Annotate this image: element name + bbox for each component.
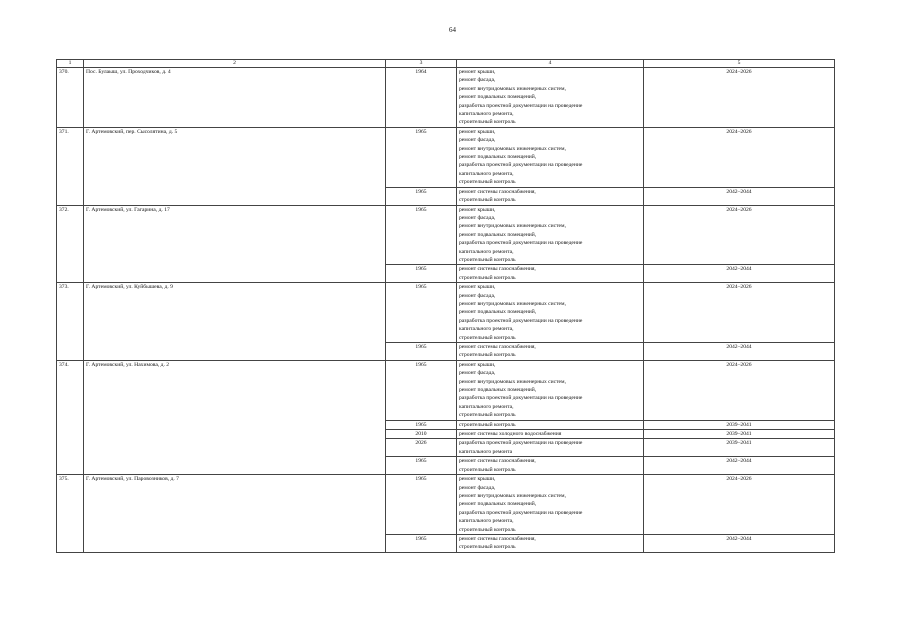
repair-period: 2024–2026 xyxy=(644,360,835,420)
repair-period: 2024–2026 xyxy=(644,205,835,265)
repair-period: 2042–2044 xyxy=(644,534,835,552)
work-item: строительный контроль xyxy=(459,179,516,186)
work-item: строительный контроль xyxy=(459,197,516,204)
header-cell: 1 xyxy=(57,60,84,68)
build-year: 1965 xyxy=(386,457,457,475)
works-list xyxy=(457,420,644,429)
work-item: разработка проектной документации на проведение xyxy=(459,102,583,109)
build-year: 1965 xyxy=(386,420,457,429)
work-item: разработка проектной документации на проведение xyxy=(459,395,583,402)
repair-period: 2042–2044 xyxy=(644,343,835,361)
entry-address: Г. Артемовский, ул. Гагарина, д. 17 xyxy=(84,205,386,283)
build-year: 2026 xyxy=(386,439,457,457)
work-item: ремонт внутридомовых инженерных систем, xyxy=(459,223,566,230)
work-item: ремонт системы газоснабжения, xyxy=(459,458,536,465)
work-item: капитального ремонта, xyxy=(459,111,514,118)
work-item: ремонт фасада, xyxy=(459,77,496,84)
repair-period: 2024–2026 xyxy=(644,283,835,343)
work-item: ремонт крыши, xyxy=(459,361,496,368)
work-item: ремонт фасада, xyxy=(459,292,496,299)
work-item: разработка проектной документации на проведение xyxy=(459,440,583,447)
work-item: разработка проектной документации на проведение xyxy=(459,240,583,247)
repair-period: 2024–2026 xyxy=(644,475,835,535)
work-item: ремонт системы газоснабжения, xyxy=(459,535,536,542)
work-item: капитального ремонта, xyxy=(459,326,514,333)
work-item: капитального ремонта, xyxy=(459,248,514,255)
entry-address: Пос. Булаыш, ул. Проходчиков, д. 4 xyxy=(84,68,386,128)
repair-period: 2039–2041 xyxy=(644,430,835,439)
work-item: ремонт крыши, xyxy=(459,206,496,213)
work-item: капитального ремонта, xyxy=(459,170,514,177)
works-list xyxy=(457,457,644,475)
work-item: разработка проектной документации на проведение xyxy=(459,162,583,169)
entry-address: Г. Артемовский, ул. Нахимова, д. 2 xyxy=(84,360,386,474)
repair-period: 2042–2044 xyxy=(644,187,835,205)
work-item: капитального ремонта, xyxy=(459,403,514,410)
entry-number: 372. xyxy=(57,205,84,283)
work-item: ремонт крыши, xyxy=(459,476,496,483)
table-row xyxy=(57,127,835,187)
repair-period: 2039–2041 xyxy=(644,420,835,429)
entry-address: Г. Артемовский, ул. Паровозников, д. 7 xyxy=(84,475,386,553)
works-list xyxy=(457,265,644,283)
build-year: 1965 xyxy=(386,205,457,265)
works-list xyxy=(457,475,644,535)
work-item: ремонт подвальных помещений, xyxy=(459,231,537,238)
repair-period: 2042–2044 xyxy=(644,265,835,283)
header-cell: 3 xyxy=(386,60,457,68)
work-item: капитального ремонта xyxy=(459,448,513,455)
works-list xyxy=(457,127,644,187)
work-item: ремонт подвальных помещений, xyxy=(459,309,537,316)
work-item: ремонт внутридомовых инженерных систем, xyxy=(459,145,566,152)
table-row xyxy=(57,68,835,128)
header-cell: 5 xyxy=(644,60,835,68)
work-item: разработка проектной документации на проведение xyxy=(459,509,583,516)
build-year: 1964 xyxy=(386,68,457,128)
work-item: ремонт внутридомовых инженерных систем, xyxy=(459,378,566,385)
table-header-row xyxy=(57,60,835,68)
work-item: ремонт подвальных помещений, xyxy=(459,94,537,101)
work-item: строительный контроль xyxy=(459,334,516,341)
work-item: ремонт фасада, xyxy=(459,214,496,221)
build-year: 1965 xyxy=(386,265,457,283)
work-item: строительный контроль xyxy=(459,466,516,473)
entry-number: 374. xyxy=(57,360,84,474)
entry-address: Г. Артемовский, ул. Куйбышева, д. 9 xyxy=(84,283,386,361)
entry-number: 373. xyxy=(57,283,84,361)
work-item: ремонт подвальных помещений, xyxy=(459,154,537,161)
work-item: ремонт системы газоснабжения, xyxy=(459,188,536,195)
work-item: строительный контроль xyxy=(459,119,516,126)
works-list xyxy=(457,430,644,439)
work-item: ремонт крыши, xyxy=(459,284,496,291)
works-list xyxy=(457,187,644,205)
work-item: ремонт крыши, xyxy=(459,128,496,135)
build-year: 1965 xyxy=(386,187,457,205)
work-item: строительный контроль xyxy=(459,412,516,419)
repair-period: 2024–2026 xyxy=(644,127,835,187)
work-item: ремонт фасада, xyxy=(459,370,496,377)
build-year: 1965 xyxy=(386,127,457,187)
header-cell: 4 xyxy=(457,60,644,68)
work-item: строительный контроль xyxy=(459,544,516,551)
work-item: разработка проектной документации на проведение xyxy=(459,317,583,324)
build-year: 2010 xyxy=(386,430,457,439)
work-item: ремонт подвальных помещений, xyxy=(459,501,537,508)
page-number: 64 xyxy=(449,26,456,34)
table-row xyxy=(57,205,835,265)
work-item: ремонт внутридомовых инженерных систем, xyxy=(459,492,566,499)
work-item: ремонт системы холодного водоснабжения xyxy=(459,431,562,438)
entry-number: 370. xyxy=(57,68,84,128)
works-list xyxy=(457,68,644,128)
work-item: строительный контроль xyxy=(459,256,516,263)
header-cell: 2 xyxy=(84,60,386,68)
table-row xyxy=(57,475,835,535)
build-year: 1965 xyxy=(386,283,457,343)
work-item: строительный контроль xyxy=(459,526,516,533)
works-list xyxy=(457,360,644,420)
repair-schedule-table xyxy=(56,59,835,553)
table-row xyxy=(57,360,835,420)
work-item: капитального ремонта, xyxy=(459,518,514,525)
work-item: ремонт внутридомовых инженерных систем, xyxy=(459,85,566,92)
build-year: 1965 xyxy=(386,360,457,420)
work-item: строительный контроль xyxy=(459,352,516,359)
build-year: 1965 xyxy=(386,343,457,361)
work-item: ремонт системы газоснабжения, xyxy=(459,266,536,273)
repair-period: 2024–2026 xyxy=(644,68,835,128)
work-item: ремонт подвальных помещений, xyxy=(459,387,537,394)
entry-number: 371. xyxy=(57,127,84,205)
table-row xyxy=(57,283,835,343)
repair-period: 2039–2041 xyxy=(644,439,835,457)
works-list xyxy=(457,343,644,361)
table-body xyxy=(57,60,835,553)
work-item: ремонт фасада, xyxy=(459,484,496,491)
build-year: 1965 xyxy=(386,475,457,535)
works-list xyxy=(457,534,644,552)
work-item: ремонт внутридомовых инженерных систем, xyxy=(459,300,566,307)
work-item: строительный контроль xyxy=(459,274,516,281)
works-list xyxy=(457,205,644,265)
work-item: ремонт крыши, xyxy=(459,69,496,75)
works-list xyxy=(457,439,644,457)
entry-number: 375. xyxy=(57,475,84,553)
entry-address: Г. Артемовский, пер. Сысолятина, д. 5 xyxy=(84,127,386,205)
build-year: 1965 xyxy=(386,534,457,552)
work-item: ремонт системы газоснабжения, xyxy=(459,344,536,350)
work-item: ремонт фасада, xyxy=(459,137,496,144)
repair-period: 2042–2044 xyxy=(644,457,835,475)
work-item: строительный контроль xyxy=(459,421,516,428)
works-list xyxy=(457,283,644,343)
